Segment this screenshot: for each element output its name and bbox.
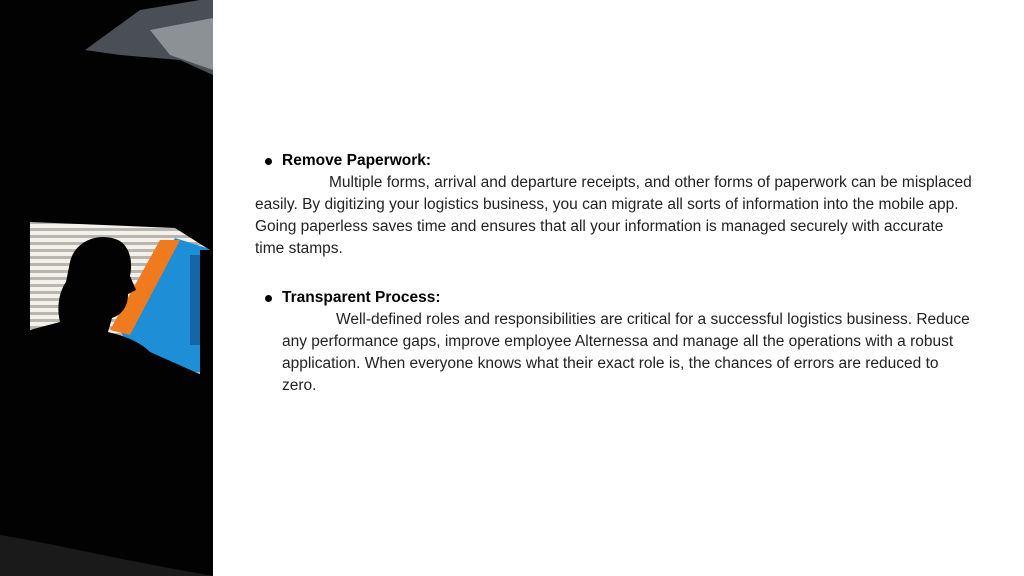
content-column — [255, 150, 975, 397]
section-title — [255, 150, 975, 172]
truck-driver-photo — [0, 0, 213, 576]
bullet-icon — [265, 158, 272, 165]
section-transparent-process — [255, 287, 975, 397]
section-body: Multiple forms, arrival and departure receipts, and other forms of paperwork can be misplaced easily. By digitizing your logistics business, you can migrate all sorts of information into the mobile app. Going paperless saves time and ensures that all your information is managed securely with accurate time stamps. — [255, 174, 972, 257]
section-title-text: Remove Paperwork: — [282, 152, 432, 169]
section-remove-paperwork — [255, 150, 975, 260]
section-body: Well-defined roles and responsibilities are critical for a successful logistics business. Reduce any performance gaps, improve employee Alternessa and manage all the operations with a robust application. When everyone knows what their exact role is, the chances of errors are reduced to zero. — [282, 311, 970, 394]
bullet-icon — [265, 295, 272, 302]
section-title-text: Transparent Process: — [282, 289, 441, 306]
section-title — [255, 287, 975, 309]
truck-driver-silhouette-icon — [0, 0, 213, 576]
